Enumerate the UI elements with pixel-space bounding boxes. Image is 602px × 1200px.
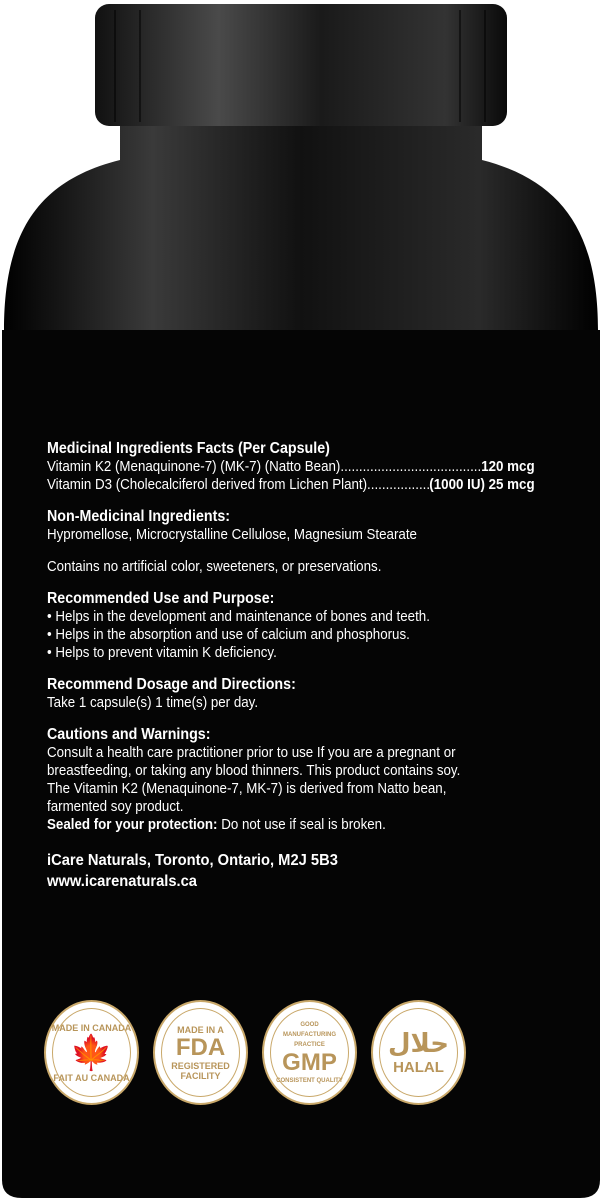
fda-badge [153, 1000, 248, 1105]
use-item: • Helps in the development and maintenance of bones and teeth. [47, 609, 430, 625]
badge-text: FAIT AU CANADA [53, 1072, 130, 1083]
badge-text: GOOD MANUFACTURING PRACTICE [283, 1021, 336, 1048]
made-in-canada-badge [44, 1000, 139, 1105]
caution-line: breastfeeding, or taking any blood thinners. This product contains soy. [47, 763, 461, 779]
halal-badge [371, 1000, 466, 1105]
company-address: iCare Naturals, Toronto, Ontario, M2J 5B3 [47, 852, 338, 869]
company-website: www.icarenaturals.ca [47, 873, 198, 890]
sealed-text: Do not use if seal is broken. [217, 817, 386, 833]
sealed-line [47, 816, 535, 834]
contains-no-text: Contains no artificial color, sweeteners, or preservations. [47, 559, 382, 575]
badge-text: HALAL [393, 1059, 444, 1076]
caution-line: Consult a health care practitioner prior to use If you are a pregnant or [47, 745, 456, 761]
medicinal-title: Medicinal Ingredients Facts (Per Capsule) [47, 440, 330, 457]
company-info [47, 850, 535, 892]
badge-text: GMP [282, 1048, 337, 1076]
use-item: • Helps in the absorption and use of calcium and phosphorus. [47, 627, 410, 643]
badge-text: حلال [387, 1029, 450, 1059]
sealed-label: Sealed for your protection: [47, 817, 218, 833]
badge-text: CONSISTENT QUALITY [276, 1077, 343, 1084]
ingredient-name: Vitamin D3 (Cholecalciferol derived from Lichen Plant) [47, 477, 368, 493]
gmp-badge [262, 1000, 357, 1105]
use-title: Recommended Use and Purpose: [47, 590, 275, 607]
bottle-cap [95, 4, 507, 126]
non-medicinal-text: Hypromellose, Microcrystalline Cellulose, Magnesium Stearate [47, 527, 417, 543]
badge-text: MADE IN A [177, 1024, 224, 1035]
use-item: • Helps to prevent vitamin K deficiency. [47, 645, 277, 661]
caution-line: farmented soy product. [47, 799, 184, 815]
bottle-shoulder [4, 120, 598, 330]
badge-text: FDA [175, 1033, 226, 1061]
product-label [47, 440, 535, 892]
ingredient-amount: (1000 IU) 25 mcg [429, 477, 535, 493]
cautions-title: Cautions and Warnings: [47, 726, 211, 743]
certification-badges [44, 1000, 466, 1105]
dosage-title: Recommend Dosage and Directions: [47, 676, 296, 693]
ingredient-row [47, 476, 535, 494]
badge-text: MADE IN CANADA [51, 1022, 132, 1033]
ingredient-row [47, 458, 535, 476]
dosage-text: Take 1 capsule(s) 1 time(s) per day. [47, 695, 259, 711]
caution-line: The Vitamin K2 (Menaquinone-7, MK-7) is derived from Natto bean, [47, 781, 447, 797]
badge-text: REGISTERED FACILITY [171, 1060, 230, 1081]
non-medicinal-title: Non-Medicinal Ingredients: [47, 508, 231, 525]
ingredient-name: Vitamin K2 (Menaquinone-7) (MK-7) (Natto Bean) [47, 459, 341, 475]
ingredient-amount: 120 mcg [481, 459, 535, 475]
maple-leaf-icon: 🍁 [70, 1033, 113, 1072]
